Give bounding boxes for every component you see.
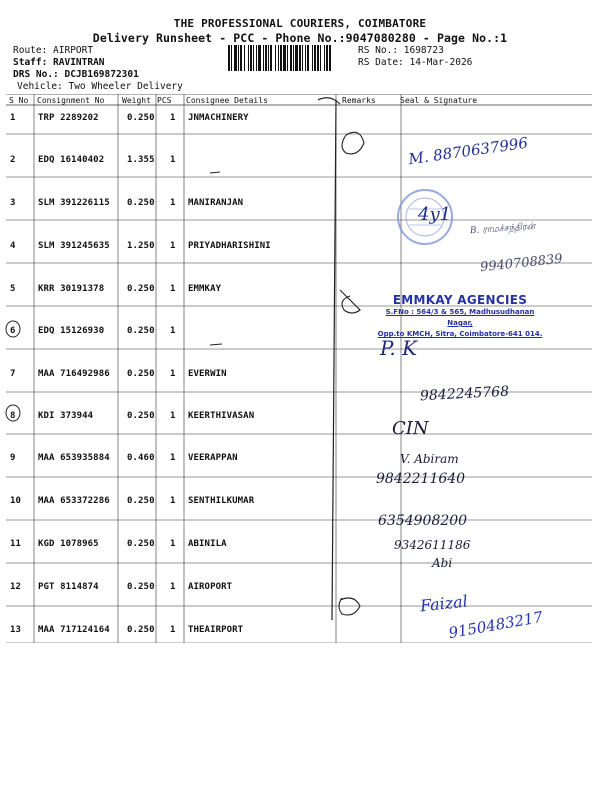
col-seal-signature: Seal & Signature — [400, 96, 478, 105]
row-4-sno: 4 — [10, 241, 16, 251]
row-3-consignment: SLM 391226115 — [38, 198, 110, 208]
handwriting-row9-phone: 9842211640 — [376, 471, 466, 487]
row-2-weight: 1.355 — [127, 155, 155, 165]
rs-number: RS No.: 1698723 — [358, 45, 444, 56]
row-8-consignee: KEERTHIVASAN — [188, 411, 255, 421]
row-6-sno: 6 — [10, 326, 16, 336]
row-9-pcs: 1 — [170, 453, 176, 463]
row-11-consignment: KGD 1078965 — [38, 539, 99, 549]
stamp-address-line1: S.FNo : 564/3 & 565, Madhusudhanan Nagar, — [385, 308, 535, 327]
handwriting-row6: P. K — [380, 336, 418, 360]
row-7-sno: 7 — [10, 369, 16, 379]
row-10-consignee: SENTHILKUMAR — [188, 496, 255, 506]
row-5-consignment: KRR 30191378 — [38, 284, 105, 294]
col-pcs: PCS — [157, 96, 172, 105]
row-8-weight: 0.250 — [127, 411, 155, 421]
company-stamp — [372, 293, 548, 340]
row-12-consignment: PGT 8114874 — [38, 582, 99, 592]
stamp-address-line2: Opp.to KMCH, Sitra, Coimbatore-641 014. — [377, 330, 543, 338]
row-2-pcs: 1 — [170, 155, 176, 165]
row-13-pcs: 1 — [170, 625, 176, 635]
col-sno: S No — [9, 96, 29, 105]
row-4-consignee: PRIYADHARISHINI — [188, 241, 271, 251]
row-7-pcs: 1 — [170, 369, 176, 379]
vehicle-label: Vehicle: Two Wheeler Delivery — [17, 81, 183, 92]
handwriting-row9-name: V. Abiram — [400, 452, 459, 466]
row-13-weight: 0.250 — [127, 625, 155, 635]
row-10-weight: 0.250 — [127, 496, 155, 506]
handwriting-row10: 6354908200 — [378, 513, 468, 529]
handwriting-row2: M. 8870637996 — [407, 133, 530, 169]
row-5-sno: 5 — [10, 284, 16, 294]
drs-number: DRS No.: DCJB169872301 — [13, 69, 139, 80]
col-consignment: Consignment No — [37, 96, 105, 105]
row-10-pcs: 1 — [170, 496, 176, 506]
row-13-consignment: MAA 717124164 — [38, 625, 110, 635]
row-5-consignee: EMMKAY — [188, 284, 222, 294]
row-3-consignee: MANIRANJAN — [188, 198, 244, 208]
row-10-sno: 10 — [10, 496, 22, 506]
stamp-company-name: EMMKAY AGENCIES — [392, 293, 528, 307]
row-6-weight: 0.250 — [127, 326, 155, 336]
row-3-pcs: 1 — [170, 198, 176, 208]
row-5-pcs: 1 — [170, 284, 176, 294]
row-2-sno: 2 — [10, 155, 16, 165]
row-9-weight: 0.460 — [127, 453, 155, 463]
row-1-consignment: TRP 2289202 — [38, 113, 99, 123]
row-7-weight: 0.250 — [127, 369, 155, 379]
row-6-pcs: 1 — [170, 326, 176, 336]
row-1-pcs: 1 — [170, 113, 176, 123]
row-12-pcs: 1 — [170, 582, 176, 592]
row-4-weight: 1.250 — [127, 241, 155, 251]
row-2-consignment: EDQ 16140402 — [38, 155, 105, 165]
row-11-sno: 11 — [10, 539, 22, 549]
row-13-sno: 13 — [10, 625, 22, 635]
row-4-consignment: SLM 391245635 — [38, 241, 110, 251]
rs-date: RS Date: 14-Mar-2026 — [358, 57, 473, 68]
staff-label: Staff: RAVINTRAN — [13, 57, 105, 68]
row-9-consignee: VEERAPPAN — [188, 453, 238, 463]
row-12-weight: 0.250 — [127, 582, 155, 592]
row-1-sno: 1 — [10, 113, 16, 123]
row-6-consignment: EDQ 15126930 — [38, 326, 105, 336]
row-7-consignee: EVERWIN — [188, 369, 227, 379]
route-label: Route: AIRPORT — [13, 45, 94, 56]
handwriting-row4-name: B. ராமச்சந்திரன் — [469, 221, 536, 237]
row-9-consignment: MAA 653935884 — [38, 453, 110, 463]
handwriting-row13-phone: 9150483217 — [447, 607, 545, 643]
row-11-consignee: ABINILA — [188, 539, 227, 549]
document-subtitle: Delivery Runsheet - PCC - Phone No.:9047080280 - Page No.:1 — [92, 31, 508, 45]
row-3-sno: 3 — [10, 198, 16, 208]
row-11-pcs: 1 — [170, 539, 176, 549]
row-1-consignee: JNMACHINERY — [188, 113, 249, 123]
col-remarks: Remarks — [342, 96, 376, 105]
row-12-consignee: AIROPORT — [188, 582, 233, 592]
row-7-consignment: MAA 716492986 — [38, 369, 110, 379]
handwriting-row4-phone: 9940708839 — [479, 251, 564, 276]
handwriting-row8: CIN — [392, 418, 429, 439]
row-4-pcs: 1 — [170, 241, 176, 251]
row-9-sno: 9 — [10, 453, 16, 463]
handwriting-row11-phone: 9342611186 — [394, 538, 471, 552]
row-10-consignment: MAA 653372286 — [38, 496, 110, 506]
document-title: THE PROFESSIONAL COURIERS, COIMBATORE — [173, 17, 427, 30]
handwriting-row13-name: Faizal — [419, 591, 469, 616]
handwriting-row3: 4y1 — [418, 204, 452, 225]
col-consignee: Consignee Details — [186, 96, 268, 105]
handwriting-row11-sign: Abi — [432, 556, 453, 570]
row-12-sno: 12 — [10, 582, 22, 592]
row-8-sno: 8 — [10, 411, 16, 421]
row-3-weight: 0.250 — [127, 198, 155, 208]
row-8-consignment: KDI 373944 — [38, 411, 94, 421]
row-13-consignee: THEAIRPORT — [188, 625, 244, 635]
handwriting-row7: 9842245768 — [419, 383, 510, 405]
row-5-weight: 0.250 — [127, 284, 155, 294]
col-weight: Weight — [122, 96, 151, 105]
row-1-weight: 0.250 — [127, 113, 155, 123]
barcode — [228, 45, 356, 71]
row-8-pcs: 1 — [170, 411, 176, 421]
row-11-weight: 0.250 — [127, 539, 155, 549]
